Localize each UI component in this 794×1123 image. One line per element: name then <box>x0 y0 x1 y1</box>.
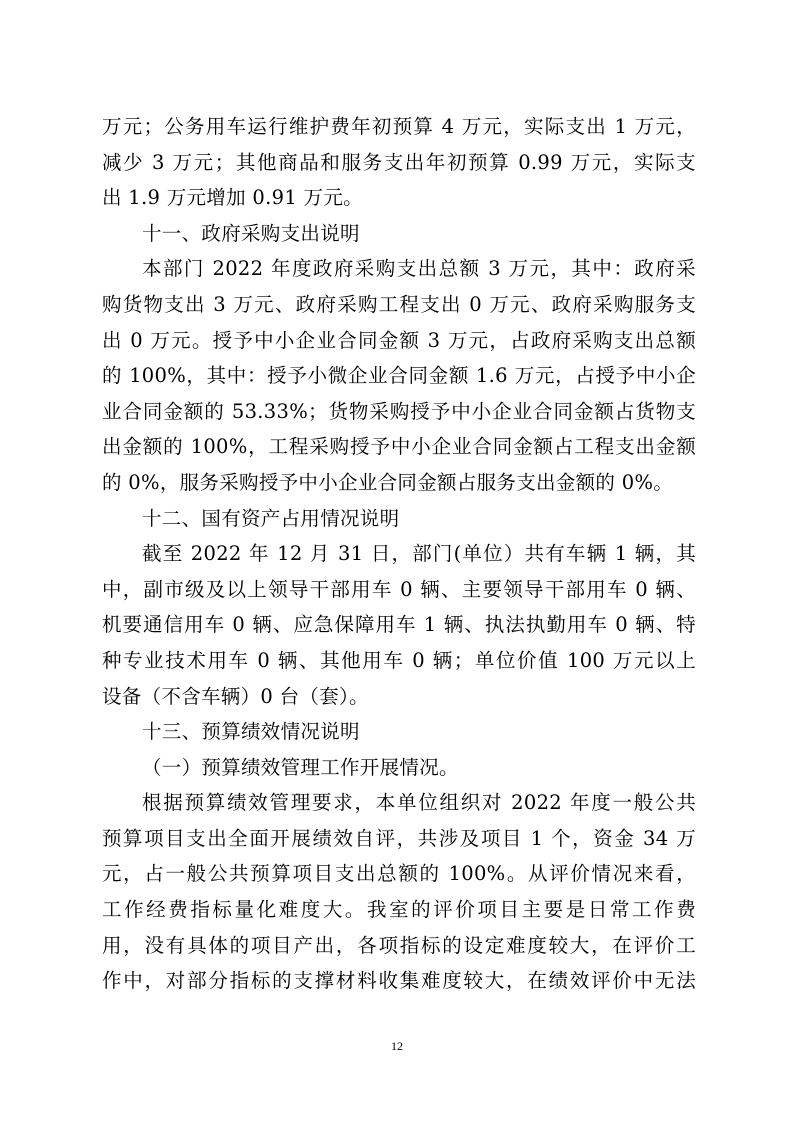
text-line: 业合同金额的 53.33%；货物采购授予中小企业合同金额占货物支 <box>102 399 696 423</box>
text-line: 机要通信用车 0 辆、应急保障用车 1 辆、执法执勤用车 0 辆、特 <box>102 613 696 637</box>
text-line: 的 0%，服务采购授予中小企业合同金额占服务支出金额的 0%。 <box>102 470 674 494</box>
subsection-heading: （一）预算绩效管理工作开展情况。 <box>142 755 459 779</box>
text-line: 作中，对部分指标的支撑材料收集难度较大，在绩效评价中无法 <box>102 969 696 993</box>
text-line: 出金额的 100%，工程采购授予中小企业合同金额占工程支出金额 <box>102 435 696 459</box>
text-line: 元，占一般公共预算项目支出总额的 100%。从评价情况来看， <box>102 862 696 886</box>
text-line: 中，副市级及以上领导干部用车 0 辆、主要领导干部用车 0 辆、 <box>102 577 696 601</box>
text-line: 种专业技术用车 0 辆、其他用车 0 辆；单位价值 100 万元以上 <box>102 648 696 672</box>
text-line: 设备（不含车辆）0 台（套）。 <box>102 684 369 708</box>
text-line: 用，没有具体的项目产出，各项指标的设定难度较大，在评价工 <box>102 933 696 957</box>
text-line: 出 0 万元。授予中小企业合同金额 3 万元，占政府采购支出总额 <box>102 328 696 352</box>
text-line: 减少 3 万元；其他商品和服务支出年初预算 0.99 万元，实际支 <box>102 150 696 174</box>
section-heading: 十二、国有资产占用情况说明 <box>142 506 400 530</box>
section-heading: 十三、预算绩效情况说明 <box>142 720 360 744</box>
text-line: 购货物支出 3 万元、政府采购工程支出 0 万元、政府采购服务支 <box>102 292 696 316</box>
text-line: 万元；公务用车运行维护费年初预算 4 万元，实际支出 1 万元， <box>102 115 696 138</box>
paragraph-first-line: 本部门 2022 年度政府采购支出总额 3 万元，其中：政府采 <box>142 257 696 281</box>
section-heading: 十一、政府采购支出说明 <box>142 221 360 245</box>
paragraph-first-line: 截至 2022 年 12 月 31 日，部门(单位）共有车辆 1 辆，其 <box>142 542 696 566</box>
text-line: 工作经费指标量化难度大。我室的评价项目主要是日常工作费 <box>102 898 696 922</box>
text-line: 的 100%，其中：授予小微企业合同金额 1.6 万元，占授予中小企 <box>102 364 696 388</box>
text-line: 出 1.9 万元增加 0.91 万元。 <box>102 186 363 210</box>
page-number: 12 <box>391 1039 403 1053</box>
paragraph-first-line: 根据预算绩效管理要求，本单位组织对 2022 年度一般公共 <box>142 791 696 815</box>
text-line: 预算项目支出全面开展绩效自评，共涉及项目 1 个，资金 34 万 <box>102 826 696 850</box>
document-body <box>102 109 696 999</box>
